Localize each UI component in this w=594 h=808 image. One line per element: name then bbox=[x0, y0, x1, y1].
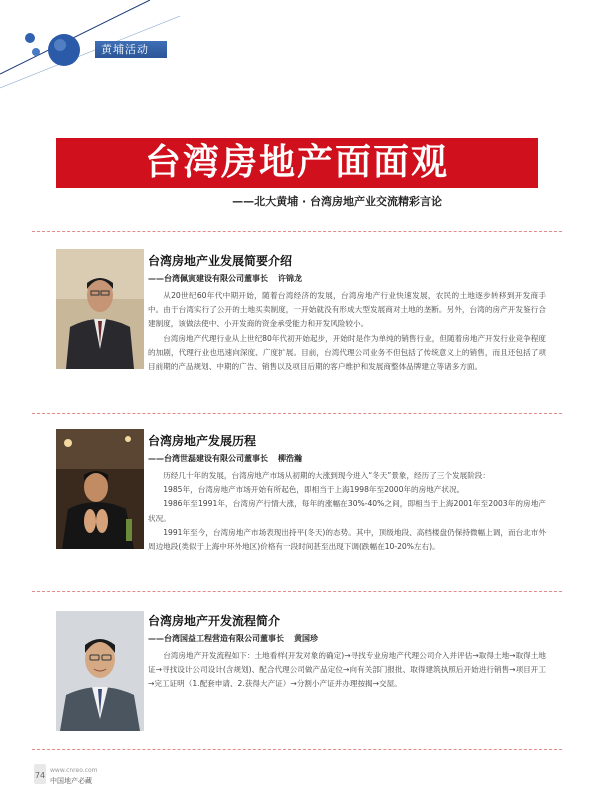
article-paragraph: 1986年至1991年，台湾房产行情大涨，每年的涨幅在30%-40%之间，即相当于上海2001年至2003年的房地产状况。 bbox=[148, 499, 546, 523]
page-subtitle: ——北大黄埔 · 台湾房地产业交流精彩言论 bbox=[232, 195, 442, 208]
article-paragraph: 台湾房地产代理行业从上世纪80年代初开始起步，开始时是作为单纯的销售行业，但随着房地产开发行业竞争程度的加剧，代理行业也迅速向深度、广度扩展。目前，台湾代理公司业务不但包括了传统意义上的销售，而且还包括了项目前期的产品规划、中期的广告、销售以及项目后期的客户维护和发展商整体品牌建立等诸多方面。 bbox=[148, 333, 546, 372]
portrait-photo bbox=[56, 429, 144, 549]
article-2 bbox=[148, 432, 546, 554]
byline-org: ——台湾国益工程营造有限公司董事长 bbox=[148, 634, 284, 643]
article-byline bbox=[148, 633, 546, 644]
article-paragraph: 台湾房地产开发流程如下：土地看样(开发对象的确定)→寻找专业房地产代理公司介入并评估→取得土地→取得土地证→寻找设计公司设计(含规划)、配合代理公司做产品定位→向有关部门报批、取得建筑执照后开始进行销售→项目开工→完工证明（1.配套申请、2.获得大产证）→分割小产证并办理按揭→交屋。 bbox=[148, 651, 546, 689]
divider bbox=[32, 231, 562, 232]
footer-magazine: 中国地产必藏 bbox=[50, 777, 92, 785]
article-heading: 台湾房地产业发展简要介绍 bbox=[148, 254, 293, 268]
page-number: 74 bbox=[34, 771, 46, 780]
divider bbox=[32, 749, 562, 750]
byline-org: ——台湾佩寅建设有限公司董事长 bbox=[148, 274, 268, 283]
article-3 bbox=[148, 612, 546, 692]
divider bbox=[32, 591, 562, 592]
article-heading: 台湾房地产发展历程 bbox=[148, 434, 257, 448]
article-paragraph: 1991年至今，台湾房地产市场表现出持平(冬天)的态势。其中，顶级地段、高档楼盘仍保持微幅上调，而台北市外周边地段(类似于上海中环外地区)价格有一段时间甚至出现下调(跌幅在10-20%左右)。 bbox=[148, 527, 546, 552]
footer-url: www.cnreo.com bbox=[50, 767, 98, 774]
article-1 bbox=[148, 252, 546, 374]
section-tab: 黄埔活动 bbox=[95, 41, 167, 58]
divider bbox=[32, 413, 562, 414]
article-byline bbox=[148, 453, 546, 464]
portrait-photo bbox=[56, 611, 144, 731]
article-byline bbox=[148, 273, 546, 284]
byline-name: 柳浩瀚 bbox=[278, 454, 302, 463]
portrait-photo bbox=[56, 249, 144, 369]
article-heading: 台湾房地产开发流程简介 bbox=[148, 614, 281, 628]
article-paragraph: 历经几十年的发展，台湾房地产市场从初期的大涨到现今进入“冬天”景象，经历了三个发展阶段： bbox=[163, 471, 490, 480]
byline-name: 许锦龙 bbox=[278, 274, 302, 283]
page-number-badge bbox=[34, 764, 46, 784]
page-title: 台湾房地产面面观 bbox=[56, 138, 538, 188]
article-paragraph: 从20世纪60年代中期开始，随着台湾经济的发展，台湾房地产行业快速发展，农民的土地逐步转移到开发商手中。由于台湾实行了公开的土地买卖制度，一开始就没有形成大型发展商对土地的垄断。另外，台湾的房产开发鉴行合建制度，该做法使中、小开发商的资金承受能力和开发风险较小。 bbox=[148, 291, 546, 329]
byline-org: ——台湾世磊建设有限公司董事长 bbox=[148, 454, 268, 463]
article-paragraph: 1985年，台湾房地产市场开始有所起色，即相当于上海1998年至2000年的房地产状况。 bbox=[163, 485, 465, 495]
byline-name: 黄国珍 bbox=[294, 634, 318, 643]
